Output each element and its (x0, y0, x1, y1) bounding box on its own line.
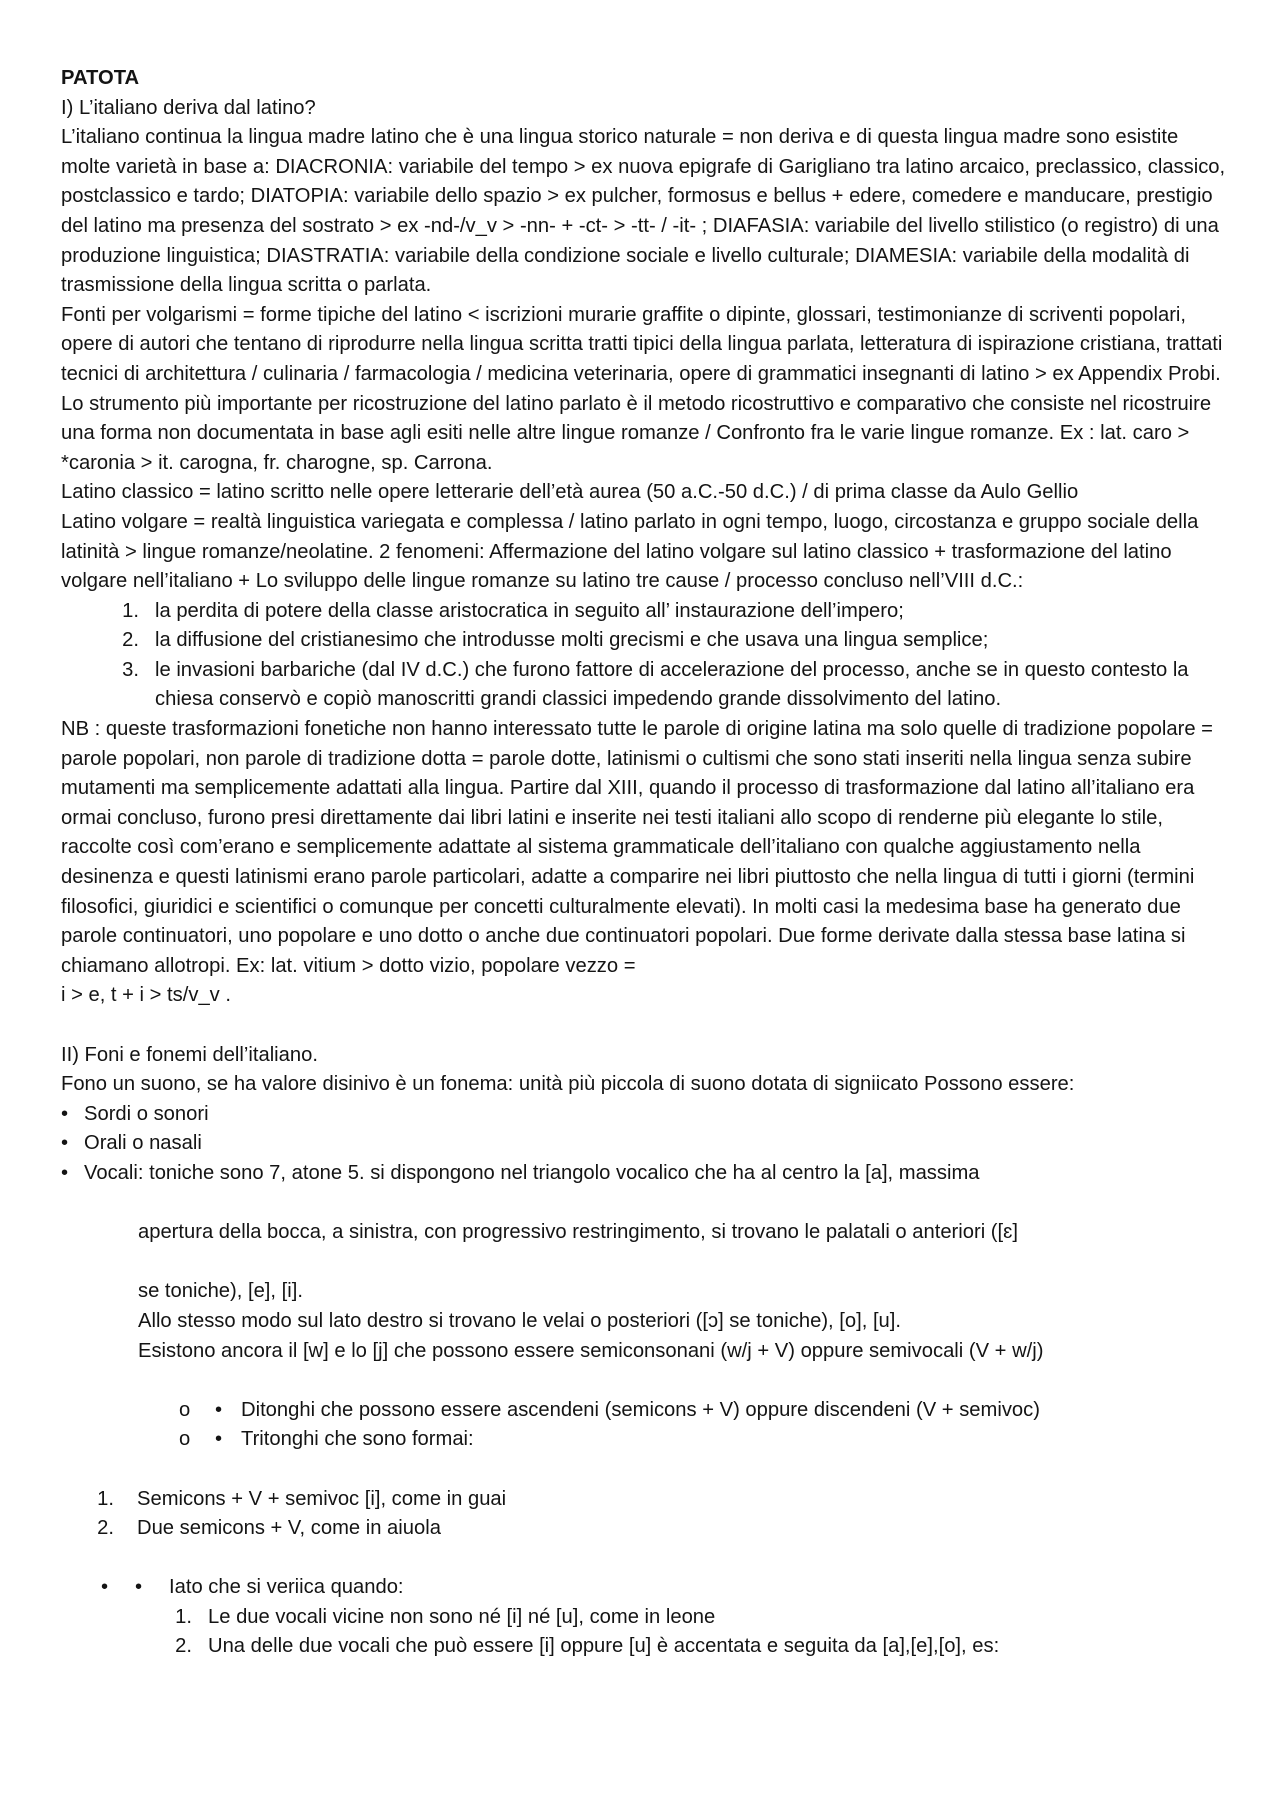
paragraph: Fonti per volgarismi = forme tipiche del latino < iscrizioni murarie graffite o dipinte, glossari, testimonianze di scriventi popolari, opere di autori che tentano di riprodurre nella lingua scritta tratti tipici della lingua parlata, letteratura di ispirazione cristiana, trattati tecnici di architettura / culinaria / farmacologia / medicina veterinaria, opere di grammatici insegnanti di latino > ex Appendix Probi. Lo strumento più importante per ricostruzione del latino parlato è il metodo ricostruttivo e comparativo che consiste nel ricostruire una forma non documentata in base agli esiti nelle altre lingue romanze / Confronto fra le varie lingue romanze. Ex : lat. caro > *caronia > it. carogna, fr. charogne, sp. Carrona. (61, 303, 1223, 474)
paragraph: Latino volgare = realtà linguistica variegata e complessa / latino parlato in ogni tempo, luogo, circostanza e gruppo sociale della latinità > lingue romanze/neolatine. 2 fenomeni: Affermazione del latino volgare sul latino classico + trasformazione del latino volgare nell’italiano + Lo sviluppo delle lingue romanze su latino tre cause / processo concluso nell’VIII d.C.: (61, 510, 1199, 593)
list-number: 2. (122, 629, 139, 652)
sound-types-list (61, 1100, 1231, 1189)
bullet-icon: • (135, 1576, 143, 1599)
formula-line: i > e, t + i > ts/v_v . (61, 984, 231, 1007)
list-text: Semicons + V + semivoc [i], come in guai (137, 1487, 507, 1510)
vowel-text: Esistono ancora il [w] e lo [j] che possono essere semiconsonani (w/j + V) oppure semivocali (V + w/j) (138, 1339, 1044, 1362)
list-item (152, 1632, 1231, 1662)
list-text: Vocali: toniche sono 7, atone 5. si dispongono nel triangolo vocalico che ha al centro la [a], massima (84, 1161, 980, 1184)
blank-line (61, 1248, 1231, 1278)
list-item (74, 1514, 1231, 1544)
section1-heading: I) L’italiano deriva dal latino? (61, 96, 316, 119)
iato-text: Iato che si veriica quando: (169, 1576, 404, 1599)
list-item (61, 1129, 1231, 1159)
list-text: Ditonghi che possono essere ascendeni (semicons + V) oppure discendeni (V + semivoc) (241, 1398, 1040, 1421)
blank-line (61, 1455, 1231, 1485)
circle-bullet-icon: o (179, 1398, 191, 1421)
bullet-icon: • (101, 1576, 109, 1599)
list-item (74, 1485, 1231, 1515)
vowel-text: se toniche), [e], [i]. (138, 1280, 303, 1303)
section2-heading: II) Foni e fonemi dell’italiano. (61, 1043, 318, 1066)
list-item (99, 656, 1231, 715)
blank-line (61, 1544, 1231, 1574)
list-number: 1. (97, 1487, 114, 1510)
vowel-text: Allo stesso modo sul lato destro si trovano le velai o posteriori ([ɔ] se toniche), [o], [u]. (138, 1309, 901, 1332)
list-item (61, 1425, 1231, 1455)
nb-paragraph: NB : queste trasformazioni fonetiche non hanno interessato tutte le parole di origine latina ma solo quelle di tradizione popolare = parole popolari, non parole di tradizione dotta = parole dotte, latinismi o cultismi che sono stati inseriti nella lingua senza subire mutamenti ma semplicemente adattati alla lingua. Partire dal XIII, quando il processo di trasformazione dal latino all’italiano era ormai concluso, furono presi direttamente dai libri latini e inserite nei testi italiani allo scopo di renderne più elegante lo stile, raccolte così com’erano e semplicemente adattate al sistema grammaticale dell’italiano con qualche aggiustamento nella desinenza e questi latinismi erano parole particolari, adatte a comparire nei libri piuttosto che nella lingua di tutti i giorni (termini filosofici, giuridici e scientifici o comunque per concetti culturalmente elevati). In molti casi la medesima base ha generato due parole continuatori, uno popolare e uno dotto o anche due continuatori popolari. Due forme derivate dalla stessa base latina si chiamano allotropi. Ex: lat. vitium > dotto vizio, popolare vezzo = (61, 718, 1213, 977)
list-item (61, 1396, 1231, 1426)
list-number: 3. (122, 658, 139, 681)
bullet-icon: • (61, 1102, 69, 1125)
list-text: Tritonghi che sono formai: (241, 1428, 474, 1451)
section2-intro: Fono un suono, se ha valore disinivo è un fonema: unità più piccola di suono dotata di signiicato Possono essere: (61, 1073, 1075, 1096)
list-item (152, 1603, 1231, 1633)
bullet-icon: • (215, 1398, 223, 1421)
list-number: 1. (122, 599, 139, 622)
list-text: la diffusione del cristianesimo che introdusse molti grecismi e che usava una lingua semplice; (155, 629, 989, 652)
document-page (61, 64, 1231, 1662)
list-text: Due semicons + V, come in aiuola (137, 1517, 441, 1540)
list-text: Sordi o sonori (84, 1102, 209, 1125)
paragraph: L’italiano continua la lingua madre latino che è una lingua storico naturale = non deriva e di questa lingua madre sono esistite molte varietà in base a: DIACRONIA: variabile del tempo > ex nuova epigrafe di Garigliano tra latino arcaico, preclassico, classico, postclassico e tardo; DIATOPIA: variabile dello spazio > ex pulcher, formosus e bellus + edere, comedere e manducare, prestigio del latino ma presenza del sostrato > ex -nd-/v_v > -nn- + -ct- > -tt- / -it- ; DIAFASIA: variabile del livello stilistico (o registro) di una produzione linguistica; DIASTRATIA: variabile della condizione sociale e livello culturale; DIAMESIA: variabile della modalità di trasmissione della lingua scritta o parlata. (61, 126, 1226, 297)
list-text: la perdita di potere della classe aristocratica in seguito all’ instaurazione dell’impero; (155, 599, 904, 622)
list-text: le invasioni barbariche (dal IV d.C.) che furono fattore di accelerazione del processo, anche se in questo contesto la chiesa conservò e copiò manoscritti grandi classici impedendo grande dissolvimento del latino. (155, 658, 1189, 711)
paragraph: Latino classico = latino scritto nelle opere letterarie dell’età aurea (50 a.C.-50 d.C.) / di prima classe da Aulo Gellio (61, 481, 1079, 504)
diphthong-list (61, 1396, 1231, 1455)
vowel-text: apertura della bocca, a sinistra, con progressivo restringimento, si trovano le palatali o anteriori ([ɛ] (138, 1221, 1018, 1244)
blank-line (61, 1366, 1231, 1396)
blank-line (61, 1189, 1231, 1219)
causes-list (61, 597, 1231, 715)
list-text: Una delle due vocali che può essere [i] oppure [u] è accentata e seguita da [a],[e],[o], es: (208, 1635, 1000, 1658)
iato-cases-list (61, 1603, 1231, 1662)
bullet-icon: • (61, 1132, 69, 1155)
list-number: 2. (175, 1635, 192, 1658)
list-item (99, 626, 1231, 656)
blank-line (61, 1011, 1231, 1041)
circle-bullet-icon: o (179, 1428, 191, 1451)
list-item (61, 1100, 1231, 1130)
list-number: 1. (175, 1605, 192, 1628)
list-item (99, 597, 1231, 627)
list-text: Le due vocali vicine non sono né [i] né [u], come in leone (208, 1605, 716, 1628)
document-title: PATOTA (61, 67, 140, 89)
bullet-icon: • (215, 1428, 223, 1451)
list-number: 2. (97, 1517, 114, 1540)
tritonghi-list (61, 1485, 1231, 1544)
bullet-icon: • (61, 1161, 69, 1184)
list-item (61, 1159, 1231, 1189)
iato-item (61, 1573, 1231, 1603)
list-text: Orali o nasali (84, 1132, 202, 1155)
